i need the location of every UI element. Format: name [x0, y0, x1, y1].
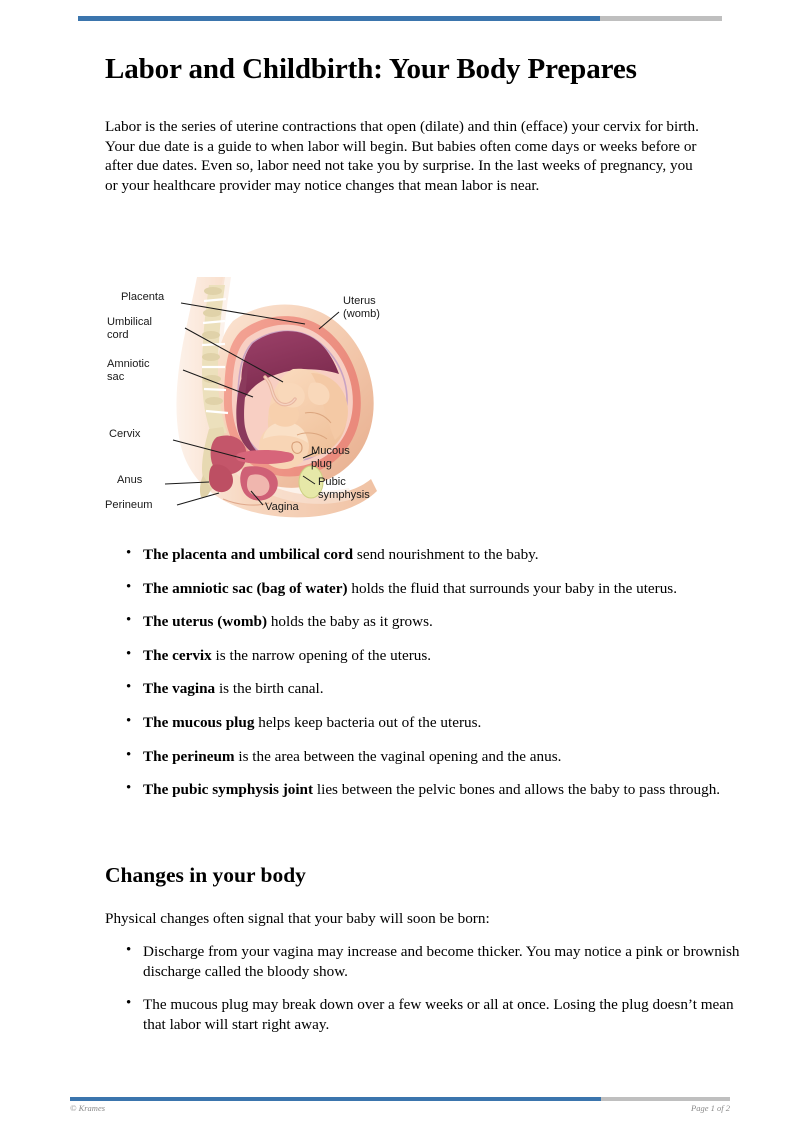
anatomy-list-item-lead: The vagina	[143, 680, 216, 698]
header-rule-blue-segment	[78, 16, 600, 21]
pregnancy-anatomy-figure	[105, 277, 411, 527]
figure-label-cervix: Cervix	[109, 428, 141, 440]
anatomy-list-item-lead: The cervix	[143, 646, 212, 664]
anatomy-list-item	[143, 713, 743, 733]
footer	[70, 1103, 730, 1113]
anatomy-list-item	[143, 646, 743, 666]
anatomy-list-item-text: send nourishment to the baby.	[353, 546, 539, 563]
anatomy-list-item-lead: The amniotic sac (bag of water)	[143, 579, 348, 597]
changes-list-item-text: Discharge from your vagina may increase and become thicker. You may notice a pink or brownish discharge called the bloody show.	[143, 943, 740, 980]
anatomy-list-item-text: holds the fluid that surrounds your baby in the uterus.	[347, 579, 678, 597]
figure-label-perineum: Perineum	[105, 499, 153, 511]
anatomy-list-item	[143, 545, 743, 565]
anatomy-bullet-list	[105, 545, 743, 814]
figure-label-uterus-line1: Uterus	[343, 295, 376, 307]
changes-intro-paragraph: Physical changes often signal that your baby will soon be born:	[105, 910, 490, 927]
changes-bullet-list	[105, 942, 743, 1048]
anatomy-list-item	[143, 579, 743, 599]
section-heading-changes: Changes in your body	[105, 863, 306, 887]
anatomy-list-item-lead: The mucous plug	[143, 713, 255, 731]
header-rule-gray-segment	[600, 16, 722, 21]
figure-label-pubic-symphysis-line1: Pubic	[318, 476, 346, 488]
figure-label-vagina: Vagina	[265, 501, 299, 513]
figure-label-mucous-plug-line2: plug	[311, 458, 332, 470]
anatomy-list-item	[143, 747, 743, 767]
footer-rule-gray-segment	[601, 1097, 730, 1101]
figure-label-mucous-plug-line1: Mucous	[311, 445, 350, 457]
anatomy-list-item-text: helps keep bacteria out of the uterus.	[254, 713, 482, 731]
figure-label-umbilical-cord-line2: cord	[107, 329, 129, 341]
document-header	[105, 52, 705, 195]
anatomy-list-item-lead: The placenta and umbilical cord	[143, 546, 354, 563]
anatomy-list-item-lead: The perineum	[143, 747, 235, 765]
anatomy-list-item-lead: The uterus (womb)	[143, 613, 268, 631]
footer-page-number: Page 1 of 2	[691, 1103, 730, 1113]
anatomy-list-item-text: is the area between the vaginal opening and the anus.	[234, 747, 562, 765]
figure-label-anus: Anus	[117, 474, 143, 486]
anatomy-list-item-lead: The pubic symphysis joint	[143, 781, 314, 799]
anatomy-list-item	[143, 612, 743, 632]
changes-list-item	[143, 942, 743, 981]
figure-label-uterus-line2: (womb)	[343, 308, 380, 320]
footer-rule	[70, 1097, 730, 1101]
intro-paragraph: Labor is the series of uterine contractions that open (dilate) and thin (efface) your cervix for birth. Your due date is a guide to when labor will begin. But babies often come days or weeks before or after due dates. Even so, labor need not take you by surprise. In the last weeks of pregnancy, you or your healthcare provider may notice changes that mean labor is near.	[105, 118, 699, 194]
anatomy-list-item	[143, 780, 743, 800]
figure-label-amniotic-sac-line1: Amniotic	[107, 358, 150, 370]
figure-label-pubic-symphysis-line2: symphysis	[318, 489, 370, 501]
anatomy-list-item	[143, 679, 743, 699]
anatomy-list-item-text: is the birth canal.	[215, 680, 324, 698]
anatomy-list-item-text: lies between the pelvic bones and allows the baby to pass through.	[313, 781, 721, 799]
footer-rule-blue-segment	[70, 1097, 601, 1101]
figure-label-amniotic-sac-line2: sac	[107, 371, 125, 383]
changes-list-item-text: The mucous plug may break down over a few weeks or all at once. Losing the plug doesn’t mean that labor will start right away.	[143, 996, 734, 1033]
anatomy-list-item-text: is the narrow opening of the uterus.	[211, 646, 432, 664]
changes-list-item	[143, 995, 743, 1034]
anatomy-list-item-text: holds the baby as it grows.	[267, 613, 433, 631]
header-rule	[78, 16, 722, 21]
figure-label-placenta: Placenta	[121, 291, 165, 303]
page-title: Labor and Childbirth: Your Body Prepares	[105, 53, 637, 85]
footer-copyright: © Krames	[70, 1103, 106, 1113]
figure-label-umbilical-cord-line1: Umbilical	[107, 316, 152, 328]
